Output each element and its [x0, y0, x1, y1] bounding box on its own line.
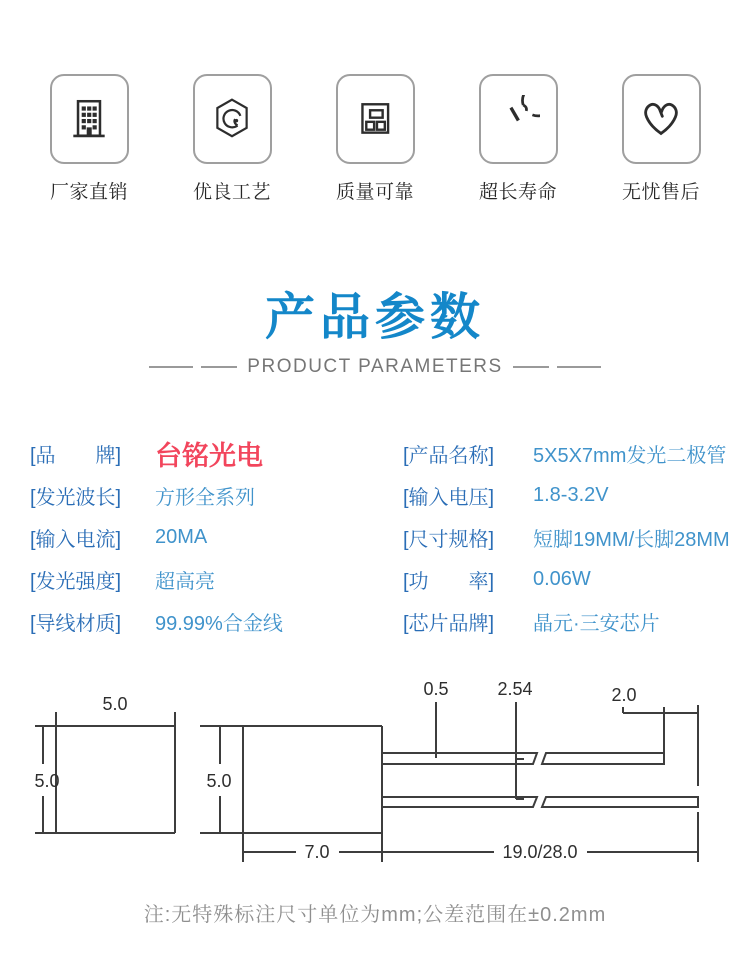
param-value: 20MA [155, 525, 208, 548]
section-subtitle-row [0, 356, 750, 378]
front-view [34, 694, 175, 833]
divider-dash [557, 366, 601, 368]
param-row [403, 516, 750, 558]
feature-label: 无忧售后 [621, 182, 700, 203]
parameter-section [0, 432, 750, 642]
feature-label: 厂家直销 [49, 182, 128, 203]
param-row [30, 474, 373, 516]
param-label: [发光强度] [30, 570, 122, 593]
param-label: [品 牌] [30, 444, 122, 467]
quality-icon [336, 74, 415, 164]
brand-value: 台铭光电 [155, 440, 263, 471]
param-value: 晶元·三安芯片 [533, 612, 660, 635]
dimension-drawing [0, 650, 750, 890]
dim-lead-tip-offset [611, 685, 698, 862]
params-right-column [403, 432, 750, 642]
dim-bottom [243, 833, 698, 862]
dim-label-front-width: 5.0 [102, 694, 128, 714]
param-label: [芯片品牌] [403, 612, 495, 635]
param-value: 方形全系列 [155, 486, 255, 509]
dim-lead-thickness [423, 679, 448, 758]
section-title-block [0, 290, 750, 378]
dim-label-lead-length: 19.0/28.0 [502, 842, 578, 862]
feature-card-factory [49, 74, 129, 204]
param-label: [输入电压] [403, 486, 495, 509]
dim-label-body-length: 7.0 [304, 842, 330, 862]
tolerance-note: 注:无特殊标注尺寸单位为mm;公差范围在±0.2mm [143, 904, 607, 926]
param-label: [发光波长] [30, 486, 122, 509]
param-value: 5X5X7mm发光二极管 [533, 444, 727, 467]
feature-card-lifespan [478, 74, 558, 204]
divider-dash [513, 366, 549, 368]
param-row [403, 432, 750, 474]
feature-card-craft [192, 74, 272, 204]
params-left-column [30, 432, 373, 642]
param-row [30, 558, 373, 600]
param-label: [产品名称] [403, 444, 495, 467]
factory-icon [50, 74, 129, 164]
param-value: 1.8-3.2V [533, 483, 609, 506]
dim-lead-pitch [497, 679, 532, 799]
param-row [30, 432, 373, 474]
section-subtitle: PRODUCT PARAMETERS [247, 356, 503, 377]
feature-label: 质量可靠 [335, 182, 414, 203]
param-label: [功 率] [403, 570, 495, 593]
divider-dash [149, 366, 193, 368]
aftersale-icon [622, 74, 701, 164]
param-value: 短脚19MM/长脚28MM [533, 528, 730, 551]
section-title: 产品参数 [265, 289, 485, 345]
param-row [403, 558, 750, 600]
dim-label-lead-tip-offset: 2.0 [611, 685, 637, 705]
param-value: 99.99%合金线 [155, 612, 283, 635]
param-value: 超高亮 [155, 570, 215, 593]
param-label: [尺寸规格] [403, 528, 495, 551]
dim-label-lead-thickness: 0.5 [423, 679, 449, 699]
param-label: [输入电流] [30, 528, 122, 551]
divider-dash [201, 366, 237, 368]
side-view-body [200, 726, 382, 833]
dim-label-body-height: 5.0 [206, 771, 232, 791]
param-row [403, 474, 750, 516]
feature-label: 优良工艺 [192, 182, 271, 203]
param-value: 0.06W [533, 567, 591, 590]
param-row [30, 600, 373, 642]
param-row [30, 516, 373, 558]
feature-label: 超长寿命 [478, 182, 557, 203]
feature-card-aftersale [621, 74, 701, 204]
dim-label-lead-pitch: 2.54 [497, 679, 533, 699]
craft-icon [193, 74, 272, 164]
dim-label-front-height: 5.0 [34, 771, 60, 791]
feature-card-quality [335, 74, 415, 204]
feature-row [0, 74, 750, 204]
param-label: [导线材质] [30, 612, 122, 635]
param-row [403, 600, 750, 642]
lifespan-icon [479, 74, 558, 164]
side-view-leads [382, 753, 698, 807]
